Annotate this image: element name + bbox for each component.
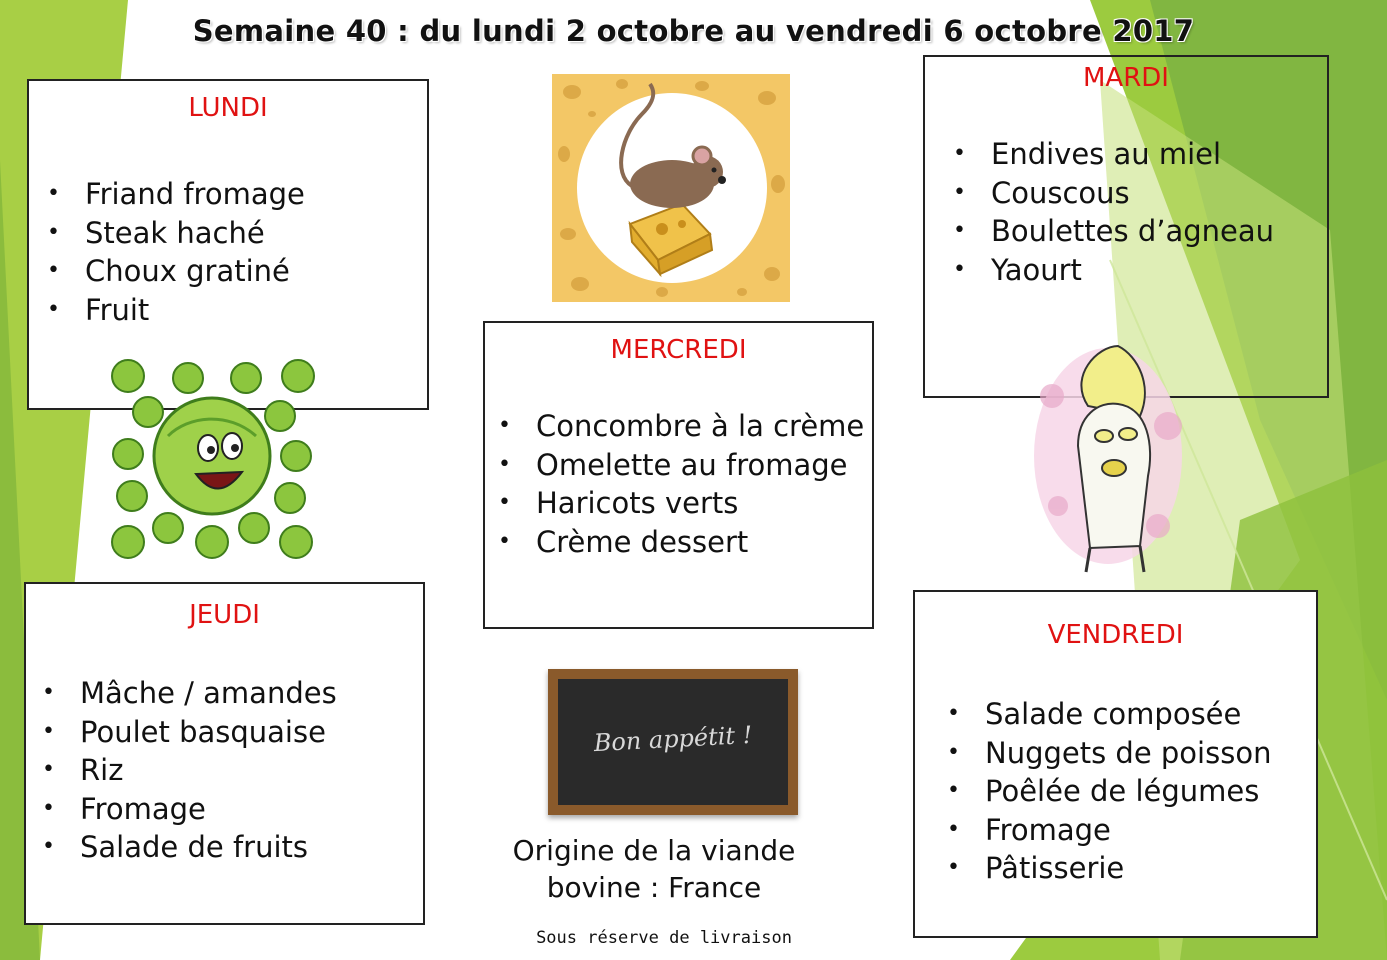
origin-note-line2: bovine : France xyxy=(546,871,762,904)
list-item: • Fromage xyxy=(947,812,1111,847)
menu-box-jeudi xyxy=(24,582,425,925)
origin-note-line1: Origine de la viande xyxy=(512,834,796,867)
footer-note: Sous réserve de livraison xyxy=(536,928,792,948)
menu-list-jeudi xyxy=(42,674,337,867)
day-heading-jeudi: JEUDI xyxy=(189,600,260,630)
list-item: • Poulet basquaise xyxy=(42,714,326,749)
chalkboard-text: Bon appétit ! xyxy=(593,720,753,758)
chalkboard-illustration xyxy=(548,669,798,815)
list-item: • Poêlée de légumes xyxy=(947,774,1260,808)
list-item: • Haricots verts xyxy=(498,486,739,520)
list-item: • Omelette au fromage xyxy=(498,447,848,482)
day-heading-vendredi: VENDREDI xyxy=(1047,620,1184,650)
list-item: • Friand fromage xyxy=(47,177,305,211)
list-item: • Salade composée xyxy=(947,697,1242,731)
origin-note xyxy=(484,832,824,906)
endive-character-illustration xyxy=(1028,336,1188,578)
menu-list-mardi xyxy=(953,135,1275,289)
list-item: • Riz xyxy=(42,753,124,787)
list-item: • Salade de fruits xyxy=(42,830,308,864)
list-item: • Concombre à la crème xyxy=(498,409,865,443)
menu-list-lundi xyxy=(47,175,305,329)
day-heading-lundi: LUNDI xyxy=(188,93,268,123)
cabbage-characters-illustration xyxy=(108,356,318,564)
list-item: • Crème dessert xyxy=(498,524,749,559)
chalkboard-surface xyxy=(558,679,788,805)
menu-box-mercredi xyxy=(483,321,874,629)
list-item: • Yaourt xyxy=(953,252,1082,287)
list-item: • Pâtisserie xyxy=(947,851,1125,885)
list-item: • Endives au miel xyxy=(953,137,1222,171)
list-item: • Boulettes d’agneau xyxy=(953,214,1275,248)
list-item: • Mâche / amandes xyxy=(42,676,337,710)
mouse-on-cheese-illustration xyxy=(552,74,790,302)
page-title: Semaine 40 : du lundi 2 octobre au vendredi 6 octobre 2017 xyxy=(192,14,1195,48)
list-item: • Nuggets de poisson xyxy=(947,735,1272,770)
day-heading-mercredi: MERCREDI xyxy=(610,335,747,365)
menu-list-mercredi xyxy=(498,407,865,561)
list-item: • Fromage xyxy=(42,791,206,826)
list-item: • Steak haché xyxy=(47,215,265,250)
list-item: • Couscous xyxy=(953,175,1130,210)
list-item: • Choux gratiné xyxy=(47,254,290,288)
menu-box-vendredi xyxy=(913,590,1318,938)
day-heading-mardi: MARDI xyxy=(1083,63,1169,93)
list-item: • Fruit xyxy=(47,292,150,327)
menu-list-vendredi xyxy=(947,695,1272,888)
